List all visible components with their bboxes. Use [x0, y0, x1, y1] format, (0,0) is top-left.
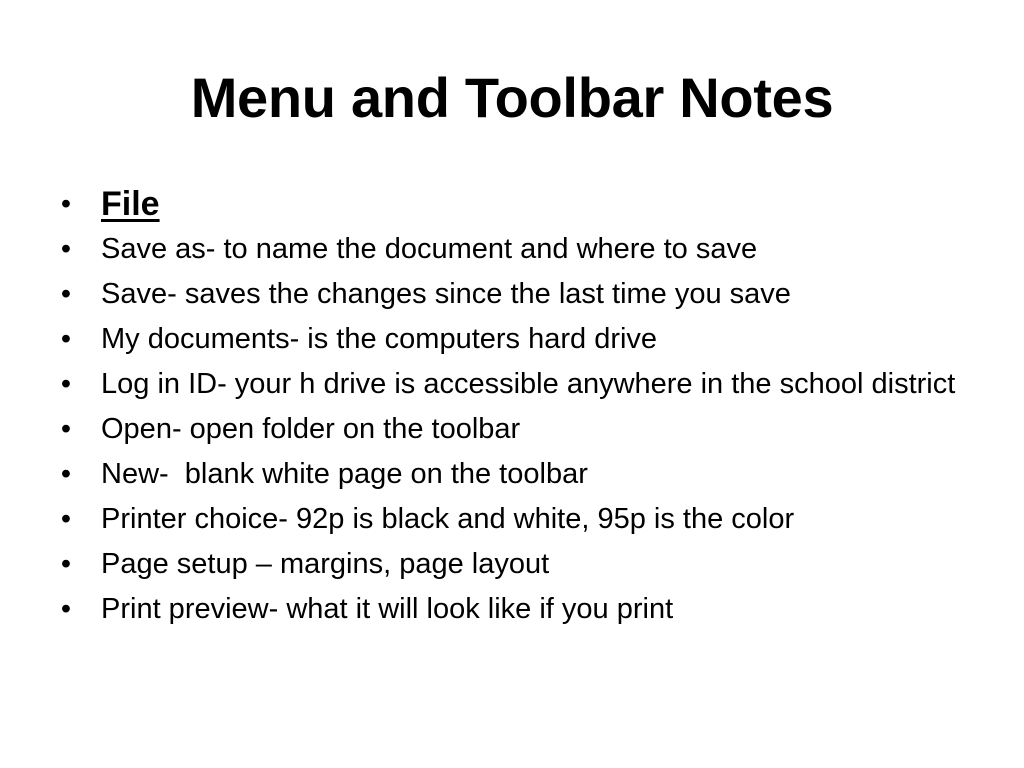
section-heading: File — [101, 185, 160, 223]
list-item-text: New- blank white page on the toolbar — [101, 458, 588, 490]
list-item — [56, 411, 956, 447]
bullet-icon: • — [60, 278, 72, 310]
bullet-icon: • — [60, 368, 72, 400]
bullet-icon: • — [60, 413, 72, 445]
list-item-text: Page setup – margins, page layout — [101, 548, 550, 580]
list-item-text: Save as- to name the document and where to save — [101, 233, 758, 265]
list-item — [56, 276, 956, 312]
list-item — [56, 456, 956, 492]
section-heading-item — [56, 182, 956, 226]
bullet-icon: • — [60, 323, 72, 355]
list-item — [56, 501, 956, 537]
slide-title: Menu and Toolbar Notes — [190, 66, 834, 129]
list-item-text: Open- open folder on the toolbar — [101, 413, 521, 445]
list-item — [56, 321, 956, 357]
bullet-icon: • — [60, 503, 72, 535]
list-item-text: Print preview- what it will look like if you print — [101, 593, 674, 625]
list-item — [56, 546, 956, 582]
bullet-icon: • — [60, 593, 72, 625]
list-item — [56, 591, 956, 627]
list-item-text: Save- saves the changes since the last time you save — [101, 278, 791, 310]
list-item-text: Printer choice- 92p is black and white, 95p is the color — [101, 503, 795, 535]
list-item — [56, 366, 956, 402]
bullet-icon: • — [60, 548, 72, 580]
bullet-icon: • — [60, 233, 72, 265]
list-item — [56, 231, 956, 267]
bullet-list — [56, 182, 956, 636]
bullet-icon: • — [60, 188, 72, 220]
list-item-text: My documents- is the computers hard drive — [101, 323, 658, 355]
bullet-icon: • — [60, 458, 72, 490]
list-item-text: Log in ID- your h drive is accessible anywhere in the school district — [101, 368, 956, 400]
